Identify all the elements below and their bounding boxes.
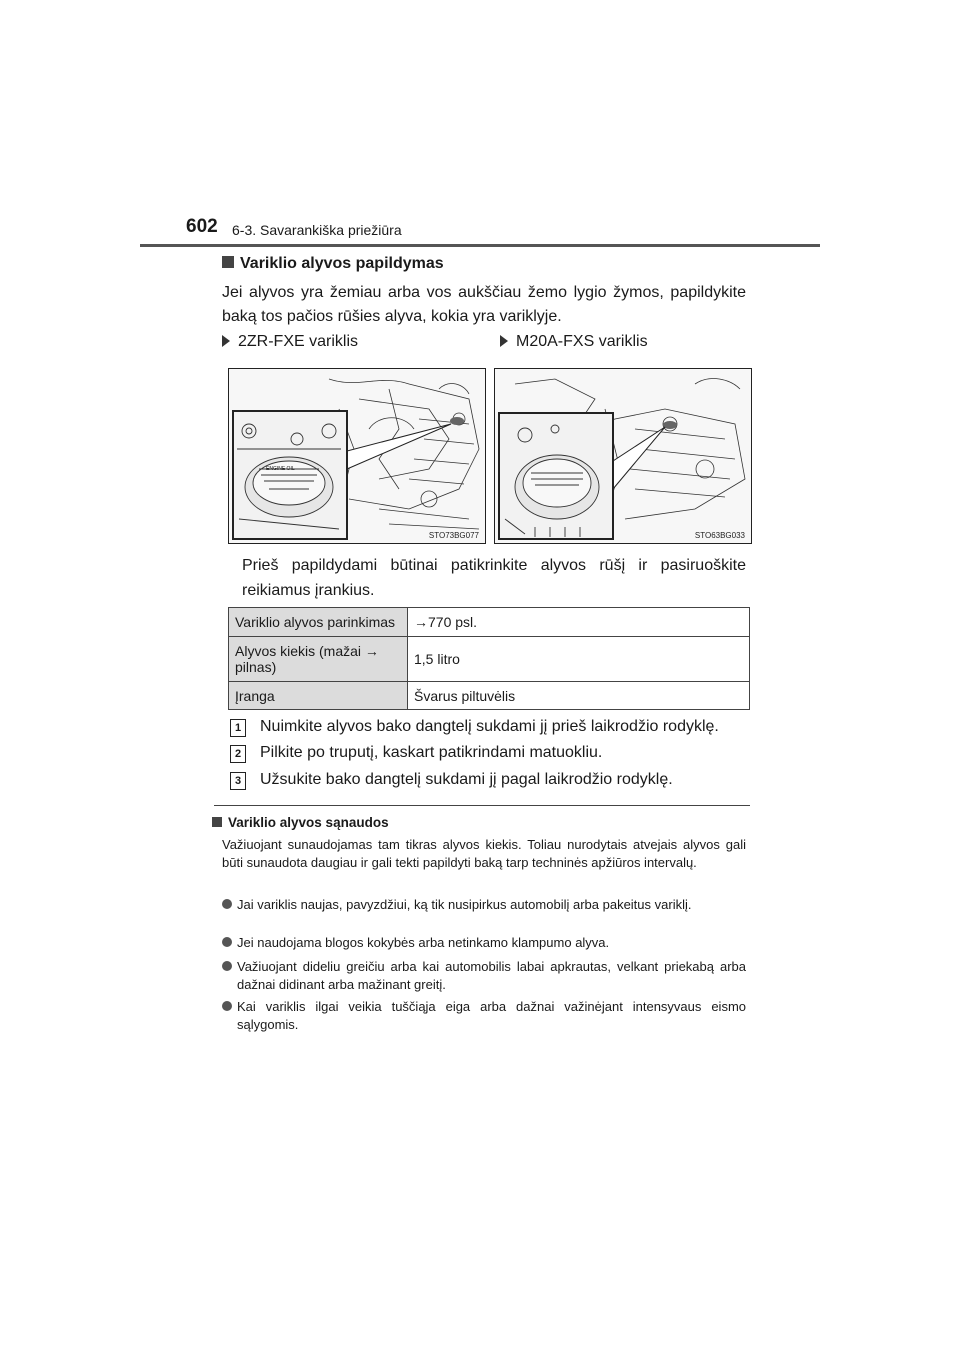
step-number-box: 2 [230, 745, 246, 763]
table-key: Įranga [229, 682, 408, 710]
table-key: Variklio alyvos parinkimas [229, 608, 408, 637]
oil-info-table [228, 607, 750, 710]
step-text: Užsukite bako dangtelį sukdami jį pagal laikrodžio rodyklę. [260, 771, 673, 788]
engine-illustration-left [228, 368, 486, 544]
engine-illustration-right [494, 368, 752, 544]
figure-code-left: STO73BG077 [428, 531, 479, 540]
bullet-dot-icon [222, 1001, 232, 1011]
list-item [222, 958, 746, 994]
divider [214, 805, 750, 806]
section-heading [222, 255, 444, 273]
table-value: Švarus piltuvėlis [408, 682, 750, 710]
engine-drawing-left [229, 369, 485, 543]
intro-paragraph: Jei alyvos yra žemiau arba vos aukščiau žemo lygio žymos, papildykite baką tos pačios rūšies alyva, kokia yra variklyje. [222, 284, 746, 325]
notes-paragraph: Važiuojant sunaudojamas tam tikras alyvos kiekis. Toliau nurodytais atvejais alyvos gali būti sunaudota daugiau ir gali tekti papildyti baką tarp techninės apžiūros intervalų. [222, 837, 746, 870]
engine-drawing-right [495, 369, 751, 543]
step-text: Nuimkite alyvos bako dangtelį sukdami jį prieš laikrodžio rodyklę. [260, 718, 719, 735]
notes-heading [212, 815, 389, 830]
section-heading-text: Variklio alyvos papildymas [240, 255, 444, 272]
step-number-box: 3 [230, 772, 246, 790]
triangle-pointer-icon [222, 335, 230, 347]
engine-label-right [500, 333, 648, 351]
step-text: Pilkite po truputį, kaskart patikrindami matuokliu. [260, 744, 603, 761]
check-paragraph: Prieš papildydami būtinai patikrinkite alyvos rūšį ir pasiruoškite reikiamus įrankius. [242, 557, 746, 599]
bullet-dot-icon [222, 899, 232, 909]
engine-label-left-text: 2ZR-FXE variklis [238, 333, 359, 350]
list-item [222, 998, 746, 1034]
square-bullet-icon [222, 256, 234, 268]
list-item [222, 896, 746, 914]
bullet-dot-icon [222, 937, 232, 947]
engine-label-right-text: M20A-FXS variklis [516, 333, 648, 350]
page-number: 602 [186, 216, 218, 237]
table-row [229, 637, 750, 682]
header-rule [140, 244, 820, 247]
list-item-text: Jai variklis naujas, pavyzdžiui, ką tik nusipirkus automobilį arba pakeitus variklį. [237, 897, 692, 912]
square-bullet-icon [212, 817, 222, 827]
list-item-text: Kai variklis ilgai veikia tuščiąja eiga arba dažnai važinėjant intensyvaus eismo sąlygomis. [237, 999, 746, 1032]
list-item-text: Važiuojant dideliu greičiu arba kai automobilis labai apkrautas, velkant priekabą arba dažnai didinant arba mažinant greitį. [237, 959, 746, 992]
figure-code-right: STO63BG033 [694, 531, 745, 540]
table-value: →770 psl. [408, 608, 750, 637]
section-header: 6-3. Savarankiška priežiūra [232, 222, 402, 238]
table-value: 1,5 litro [408, 637, 750, 682]
engine-label-left [222, 333, 358, 351]
table-row [229, 608, 750, 637]
step-number-box: 1 [230, 719, 246, 737]
bullet-dot-icon [222, 961, 232, 971]
list-item [222, 934, 746, 952]
list-item-text: Jei naudojama blogos kokybės arba netinkamo klampumo alyva. [237, 935, 610, 950]
table-row [229, 682, 750, 710]
triangle-pointer-icon [500, 335, 508, 347]
table-key: Alyvos kiekis (mažai → pilnas) [229, 637, 408, 682]
figure-left-cap-text: ENGINE OIL [266, 466, 295, 472]
notes-heading-text: Variklio alyvos sąnaudos [228, 815, 389, 830]
